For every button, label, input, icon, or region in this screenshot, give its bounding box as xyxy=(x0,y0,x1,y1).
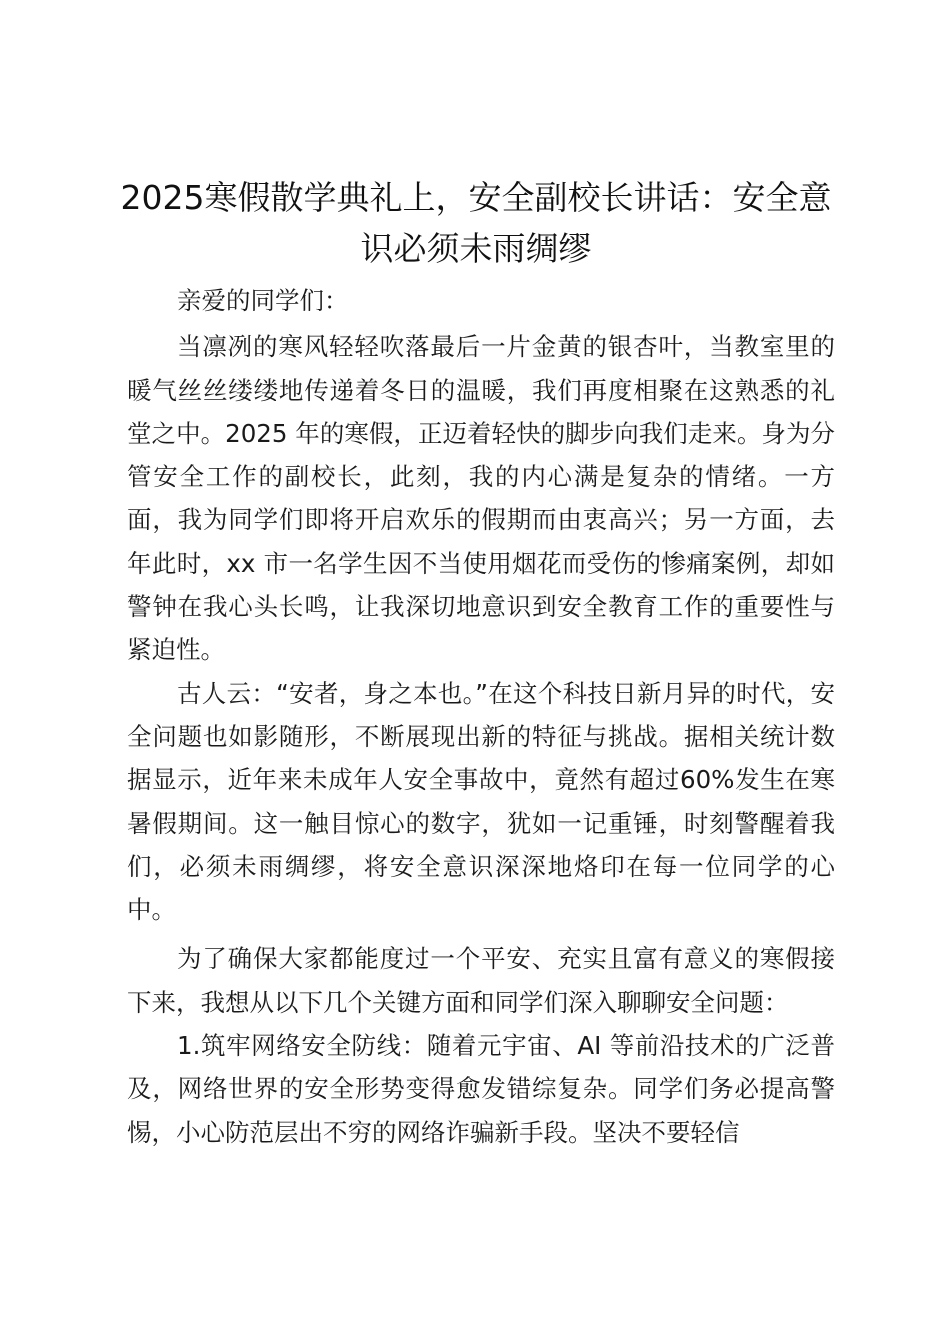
transition-paragraph: 为了确保大家都能度过一个平安、充实且富有意义的寒假接下来，我想从以下几个关键方面和同学们深入聊聊安全问题： xyxy=(127,944,835,1017)
document-title: 2025寒假散学典礼上，安全副校长讲话：安全意识必须未雨绸缪 xyxy=(120,178,832,268)
quote-paragraph: 古人云：“安者，身之本也。”在这个科技日新月异的时代，安全问题也如影随形，不断展现出新的特征与挑战。据相关统计数据显示，近年来未成年人安全事故中，竟然有超过60%发生在寒暑假期间。这一触目惊心的数字，犹如一记重锤，时刻警醒着我们，必须未雨绸缪，将安全意识深深地烙印在每一位同学的心中。 xyxy=(127,678,835,925)
network-safety-paragraph: 1.筑牢网络安全防线：随着元宇宙、AI 等前沿技术的广泛普及，网络世界的安全形势变得愈发错综复杂。同学们务必提高警惕，小心防范层出不穷的网络诈骗新手段。坚决不要轻信 xyxy=(127,1031,835,1147)
document-body xyxy=(127,279,835,1154)
greeting-paragraph: 亲爱的同学们： xyxy=(177,286,349,315)
intro-paragraph: 当凛冽的寒风轻轻吹落最后一片金黄的银杏叶，当教室里的暖气丝丝缕缕地传递着冬日的温暖，我们再度相聚在这熟悉的礼堂之中。2025 年的寒假，正迈着轻快的脚步向我们走来。身为分管安全工作的副校长，此刻，我的内心满是复杂的情绪。一方面，我为同学们即将开启欢乐的假期而由衷高兴；另一方面，去年此时，xx 市一名学生因不当使用烟花而受伤的惨痛案例，却如警钟在我心头长鸣，让我深切地意识到安全教育工作的重要性与紧迫性。 xyxy=(127,332,835,665)
